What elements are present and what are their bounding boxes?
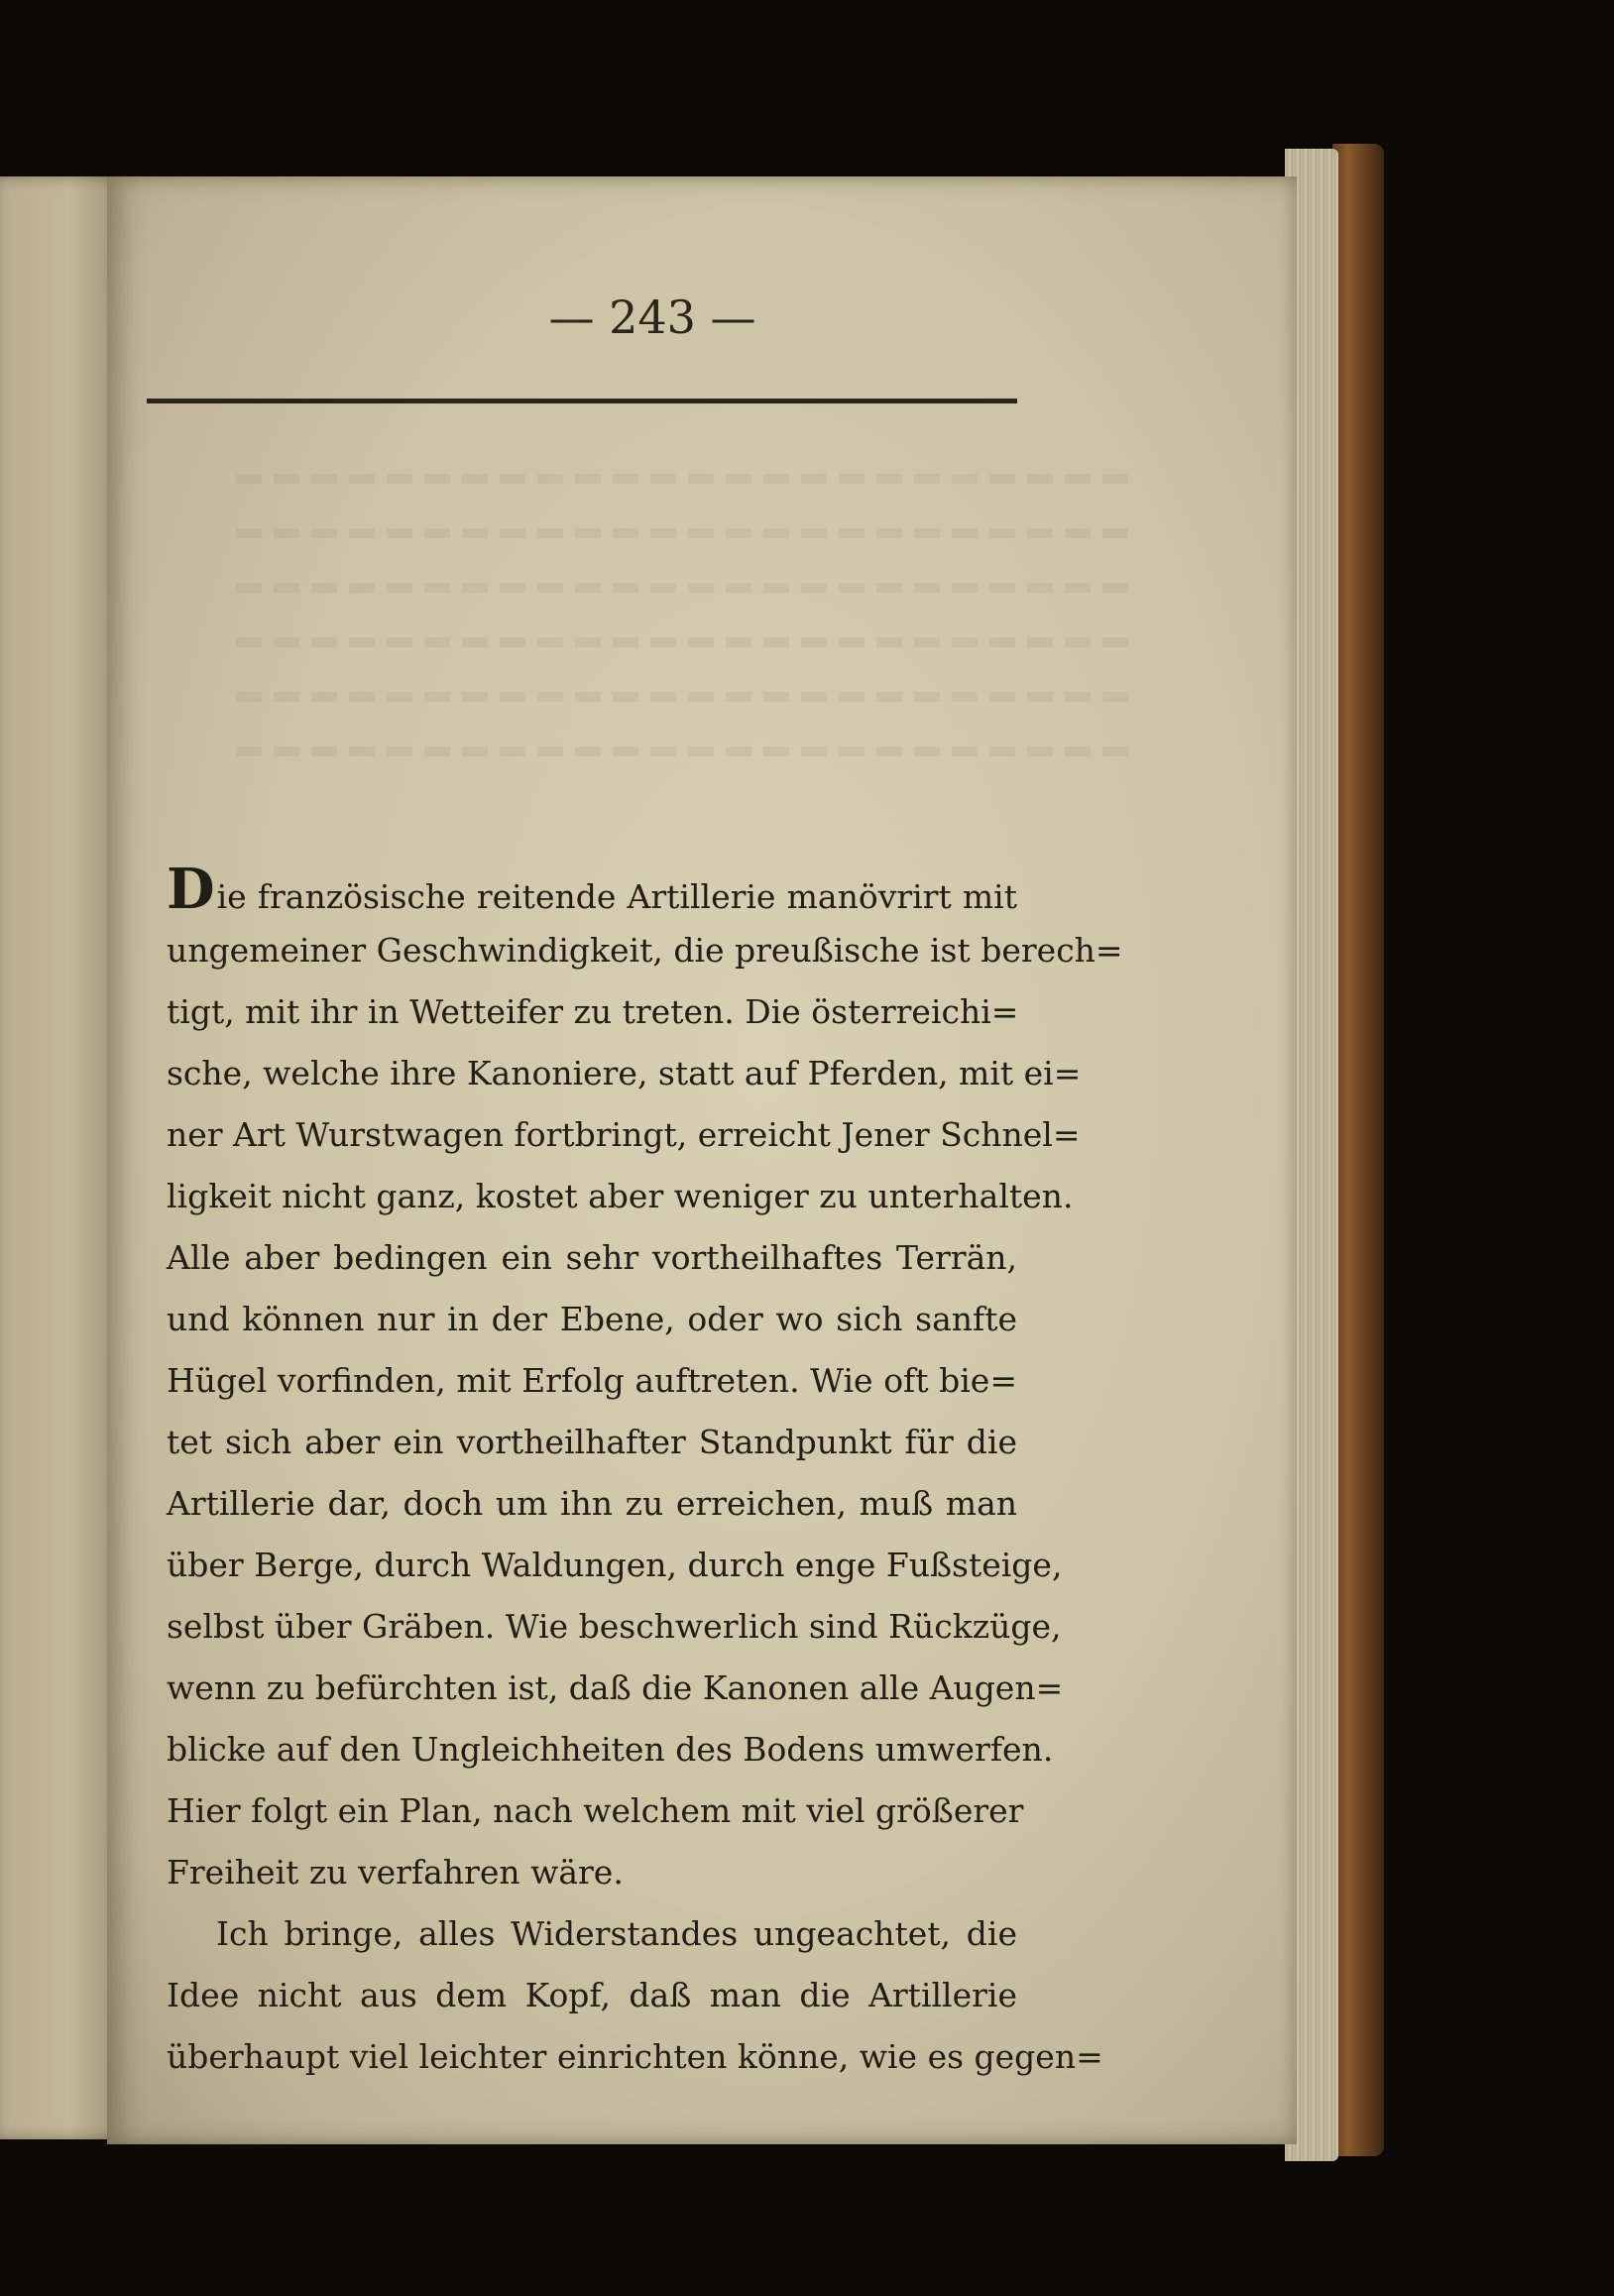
text-line: über Berge, durch Waldungen, durch enge Fußsteige, bbox=[167, 1546, 1063, 1584]
text-line: wenn zu befürchten ist, daß die Kanonen alle Augen= bbox=[167, 1668, 1064, 1707]
text-line: Alle aber bedingen ein sehr vortheilhaftes Terrän, bbox=[167, 1238, 1017, 1277]
book-binding bbox=[1332, 144, 1384, 2156]
text-line: selbst über Gräben. Wie beschwerlich sind Rückzüge, bbox=[167, 1607, 1062, 1646]
text-line: tet sich aber ein vortheilhafter Standpunkt für die bbox=[167, 1423, 1017, 1461]
show-through-line bbox=[236, 583, 1128, 593]
text-line: ner Art Wurstwagen fortbringt, erreicht Jener Schnel= bbox=[167, 1115, 1081, 1154]
page-header bbox=[107, 290, 1297, 360]
body-text bbox=[167, 857, 1123, 2088]
text-line: ungemeiner Geschwindigkeit, die preußische ist berech= bbox=[167, 931, 1123, 970]
text-line: überhaupt viel leichter einrichten könne, wie es gegen= bbox=[167, 2037, 1103, 2076]
text-line: Hügel vorfinden, mit Erfolg auftreten. Wie oft bie= bbox=[167, 1361, 1017, 1400]
first-line-text: ie französische reitende Artillerie manövrirt mit bbox=[216, 877, 1017, 916]
page-number: — 243 — bbox=[548, 290, 756, 344]
text-line: Artillerie dar, doch um ihn zu erreichen, muß man bbox=[167, 1484, 1017, 1523]
show-through-line bbox=[236, 637, 1128, 647]
text-line: und können nur in der Ebene, oder wo sich sanfte bbox=[167, 1300, 1017, 1338]
book-page bbox=[107, 176, 1297, 2144]
text-line: tigt, mit ihr in Wetteifer zu treten. Die österreichi= bbox=[167, 992, 1019, 1031]
show-through-line bbox=[236, 474, 1128, 484]
text-line bbox=[167, 859, 1017, 920]
drop-cap-initial: D bbox=[167, 857, 215, 922]
show-through-line bbox=[236, 528, 1128, 538]
text-line: sche, welche ihre Kanoniere, statt auf Pferden, mit ei= bbox=[167, 1054, 1082, 1092]
show-through-line bbox=[236, 746, 1128, 756]
text-line: Hier folgt ein Plan, nach welchem mit viel größerer bbox=[167, 1791, 1024, 1830]
text-line: blicke auf den Ungleichheiten des Bodens umwerfen. bbox=[167, 1730, 1054, 1769]
text-line: Freiheit zu verfahren wäre. bbox=[167, 1853, 624, 1892]
text-line: Ich bringe, alles Widerstandes ungeachtet, die bbox=[216, 1914, 1017, 1953]
text-line: Idee nicht aus dem Kopf, daß man die Artillerie bbox=[167, 1976, 1017, 2014]
header-rule bbox=[147, 399, 1017, 403]
show-through-line bbox=[236, 692, 1128, 702]
text-line: ligkeit nicht ganz, kostet aber weniger zu unterhalten. bbox=[167, 1177, 1074, 1215]
